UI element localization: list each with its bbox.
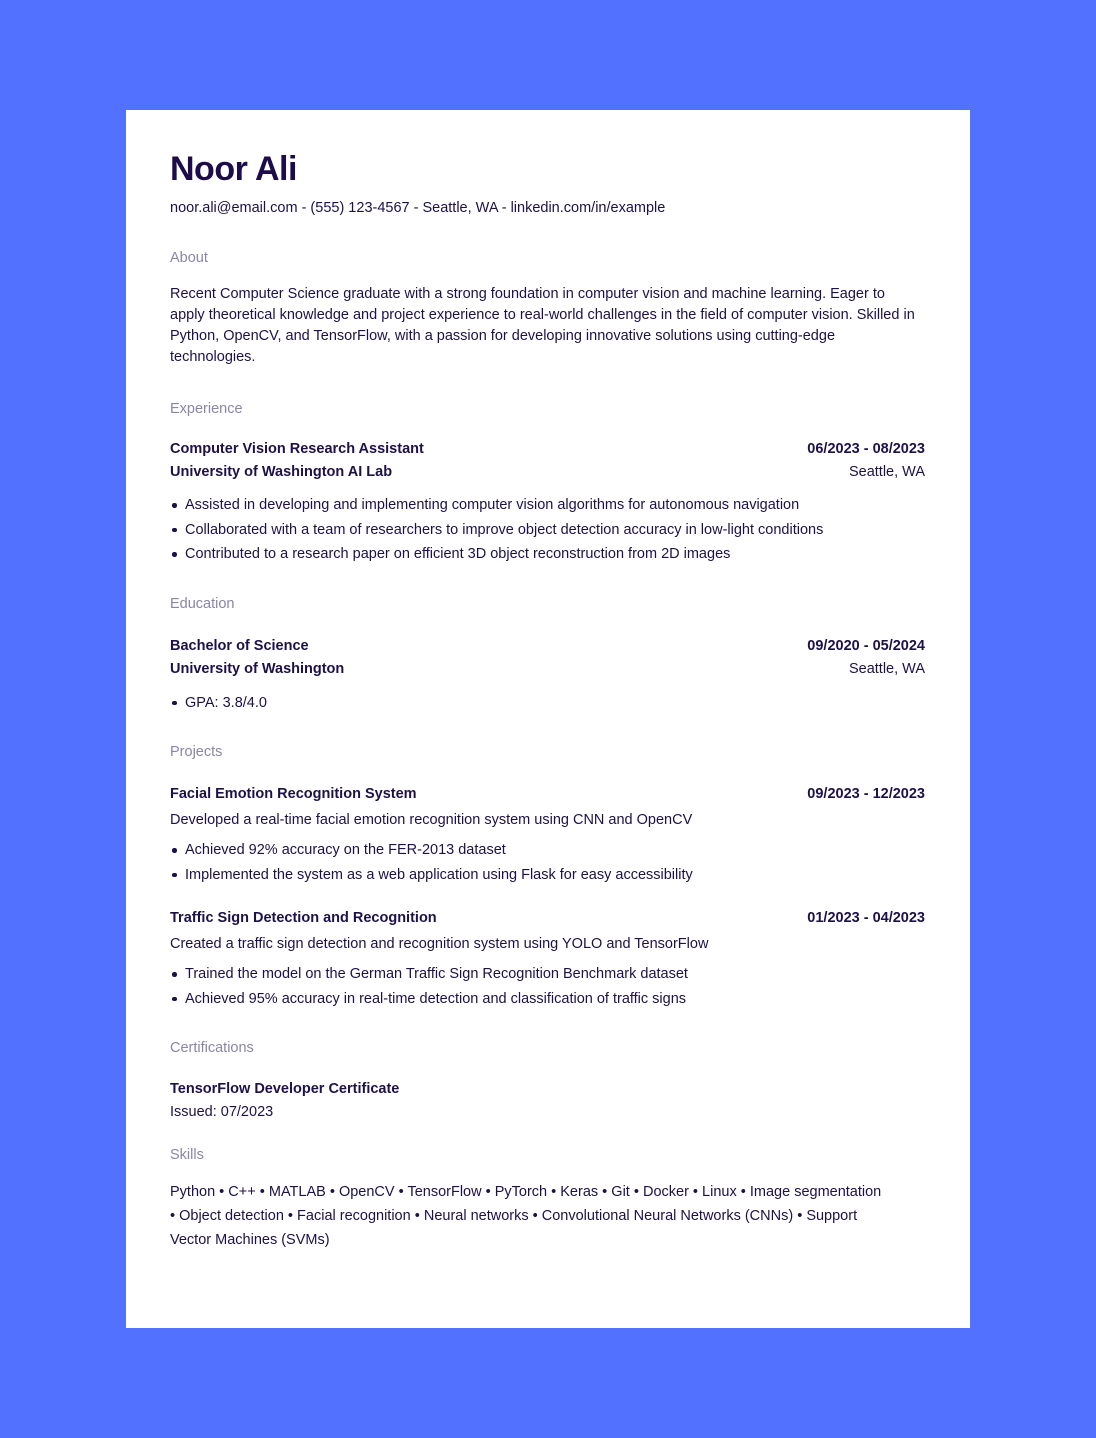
list-item: Achieved 92% accuracy on the FER-2013 dataset [170, 838, 925, 863]
contact-line: noor.ali@email.com - (555) 123-4567 - Seattle, WA - linkedin.com/in/example [170, 200, 666, 216]
education-location: Seattle, WA [848, 660, 925, 677]
skill-item: Git [611, 1184, 630, 1200]
skill-item: Facial recognition [297, 1208, 411, 1224]
section-title-experience: Experience [170, 401, 243, 417]
skill-item: C++ [228, 1184, 256, 1200]
experience-org: University of Washington AI Lab [170, 464, 393, 480]
project-name: Traffic Sign Detection and Recognition [170, 910, 437, 926]
list-item: Implemented the system as a web application using Flask for easy accessibility [170, 863, 925, 888]
skill-item: Docker [642, 1184, 689, 1200]
list-item: GPA: 3.8/4.0 [170, 691, 925, 716]
skills-list: Python • C++ • MATLAB • OpenCV • TensorFlow • PyTorch • Keras • Git • Docker • Linux • Image segmentation • Object detection • Facial recognition • Neural networks • Convolutional Neural Networks (CNNs) • Support Vector Machines (SVMs) [170, 1184, 882, 1248]
education-degree: Bachelor of Science [170, 637, 309, 654]
certification-name: TensorFlow Developer Certificate [170, 1081, 400, 1097]
list-item: Collaborated with a team of researchers to improve object detection accuracy in low-light conditions [170, 518, 925, 543]
skill-item: Object detection [179, 1208, 284, 1224]
project-description: Developed a real-time facial emotion recognition system using CNN and OpenCV [170, 812, 693, 828]
project-dates: 09/2023 - 12/2023 [807, 786, 925, 802]
experience-location: Seattle, WA [848, 464, 925, 480]
skill-item: TensorFlow [407, 1184, 482, 1200]
experience-role: Computer Vision Research Assistant [170, 441, 424, 457]
about-text: Recent Computer Science graduate with a strong foundation in computer vision and machine learning. Eager to apply theoretical knowledge and project experience to real-world challenges in the field of computer vision. Skilled in Python, OpenCV, and TensorFlow, with a passion for developing innovative solutions using cutting-edge technologies. [170, 286, 915, 365]
education-bullets [170, 691, 925, 716]
section-title-education: Education [170, 595, 235, 612]
list-item: Contributed to a research paper on efficient 3D object reconstruction from 2D images [170, 542, 925, 567]
resume-page [126, 110, 970, 1328]
project-description: Created a traffic sign detection and recognition system using YOLO and TensorFlow [170, 936, 709, 952]
education-school: University of Washington [170, 660, 345, 677]
skill-item: Keras [560, 1184, 599, 1200]
project-entry [170, 907, 925, 1011]
certification-issued: Issued: 07/2023 [170, 1104, 274, 1120]
skill-item: Image segmentation [749, 1184, 882, 1200]
section-title-projects: Projects [170, 744, 223, 760]
section-title-skills: Skills [170, 1147, 204, 1163]
education-entry [170, 635, 925, 716]
skill-item: OpenCV [338, 1184, 395, 1200]
list-item: Achieved 95% accuracy in real-time detection and classification of traffic signs [170, 987, 925, 1012]
skill-item: Neural networks [423, 1208, 529, 1224]
list-item: Trained the model on the German Traffic Sign Recognition Benchmark dataset [170, 962, 925, 987]
skill-item: Convolutional Neural Networks (CNNs) [541, 1208, 794, 1224]
list-item: Assisted in developing and implementing computer vision algorithms for autonomous navigation [170, 493, 925, 518]
experience-dates: 06/2023 - 08/2023 [807, 441, 925, 457]
skill-item: PyTorch [494, 1184, 548, 1200]
skill-item: Support Vector Machines (SVMs) [170, 1208, 858, 1248]
skill-item: Python [170, 1184, 216, 1200]
project-entry [170, 783, 925, 887]
section-title-certifications: Certifications [170, 1040, 254, 1056]
project-name: Facial Emotion Recognition System [170, 786, 417, 802]
experience-entry [170, 438, 925, 567]
experience-bullets [170, 493, 925, 567]
candidate-name: Noor Ali [170, 150, 297, 188]
skill-item: Linux [702, 1184, 737, 1200]
skill-item: MATLAB [268, 1184, 326, 1200]
project-bullets [170, 838, 925, 887]
project-bullets [170, 962, 925, 1011]
education-dates: 09/2020 - 05/2024 [807, 637, 925, 654]
project-dates: 01/2023 - 04/2023 [807, 910, 925, 926]
section-title-about: About [170, 250, 208, 266]
